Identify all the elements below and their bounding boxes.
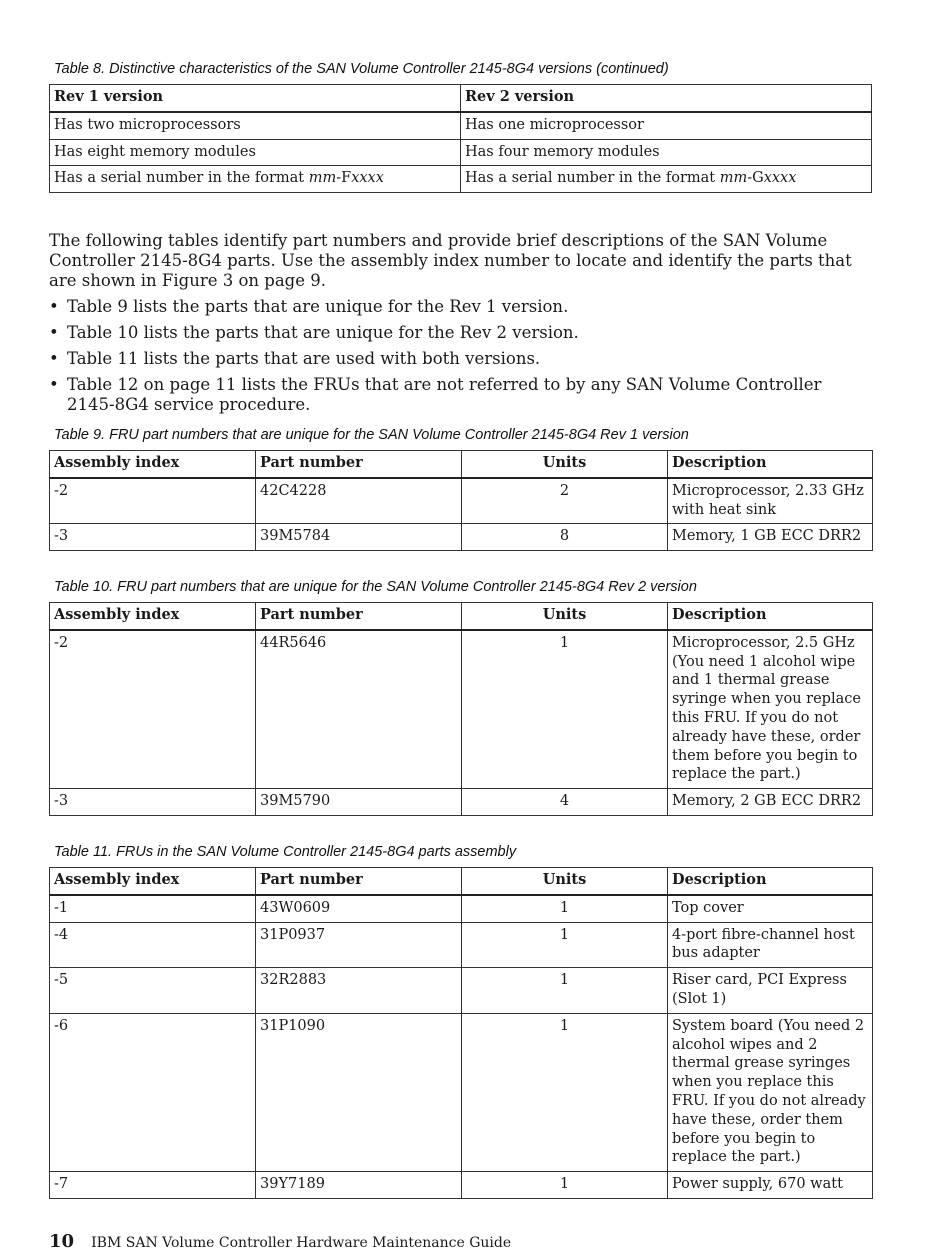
header-description: Description — [668, 603, 873, 630]
table-row — [50, 630, 873, 789]
cell-desc: Memory, 2 GB ECC DRR2 — [668, 789, 873, 816]
table-row — [50, 524, 873, 551]
cell-rev1: Has two microprocessors — [50, 112, 461, 139]
cell-rev1: Has eight memory modules — [50, 139, 461, 166]
serial-italic: mm — [719, 170, 748, 187]
serial-italic: xxxx — [763, 170, 797, 187]
table-row — [50, 1013, 873, 1171]
cell-part: 31P0937 — [256, 922, 462, 968]
serial-prefix: Has a serial number in the format — [54, 170, 309, 187]
list-item — [49, 297, 872, 317]
cell-units: 1 — [462, 968, 668, 1014]
cell-rev2-serial — [461, 166, 872, 193]
header-assembly-index: Assembly index — [50, 451, 256, 478]
table-row — [50, 789, 873, 816]
cell-units: 1 — [462, 922, 668, 968]
table11-caption: Table 11. FRUs in the SAN Volume Controller 2145-8G4 parts assembly — [54, 844, 517, 860]
bullet-list — [49, 297, 872, 415]
bullet-icon: • — [49, 349, 59, 368]
table10-section — [49, 579, 873, 816]
cell-desc: Riser card, PCI Express (Slot 1) — [668, 968, 873, 1014]
serial-italic: mm — [308, 170, 337, 187]
table8-section — [49, 61, 872, 193]
table-header-row — [50, 868, 873, 895]
cell-desc: Top cover — [668, 895, 873, 922]
serial-italic: xxxx — [351, 170, 384, 187]
cell-part: 39M5784 — [256, 524, 462, 551]
intro-paragraph: The following tables identify part numbers and provide brief descriptions of the SAN Volume Controller 2145-8G4 parts. Use the assembly index number to locate and identify the parts that are shown in Figure 3 on page 9. — [49, 231, 852, 290]
cell-part: 43W0609 — [256, 895, 462, 922]
table11-section — [49, 844, 873, 1199]
table9-section — [49, 427, 873, 551]
table8-caption: Table 8. Distinctive characteristics of the SAN Volume Controller 2145-8G4 versions (continued) — [54, 61, 669, 77]
cell-index: -6 — [50, 1013, 256, 1171]
cell-units: 1 — [462, 895, 668, 922]
table-row — [50, 478, 873, 524]
table10-caption: Table 10. FRU part numbers that are unique for the SAN Volume Controller 2145-8G4 Rev 2 version — [54, 579, 697, 595]
serial-mid: -G — [747, 170, 764, 187]
table-row — [50, 968, 873, 1014]
table11 — [49, 867, 873, 1199]
bullet-icon: • — [49, 375, 59, 394]
cell-rev1-serial — [50, 166, 461, 193]
serial-prefix: Has a serial number in the format — [465, 170, 720, 187]
cell-units: 8 — [462, 524, 668, 551]
cell-desc: 4-port fibre-channel host bus adapter — [668, 922, 873, 968]
cell-units: 4 — [462, 789, 668, 816]
table-row — [50, 166, 872, 193]
header-units: Units — [462, 451, 668, 478]
cell-rev2: Has four memory modules — [461, 139, 872, 166]
cell-units: 2 — [462, 478, 668, 524]
header-rev1: Rev 1 version — [50, 85, 461, 112]
bullet-icon: • — [49, 323, 59, 342]
document-title: IBM SAN Volume Controller Hardware Maintenance Guide — [91, 1235, 512, 1251]
serial-mid: -F — [336, 170, 352, 187]
header-description: Description — [668, 868, 873, 895]
cell-part: 31P1090 — [256, 1013, 462, 1171]
cell-index: -2 — [50, 630, 256, 789]
cell-index: -4 — [50, 922, 256, 968]
table9-caption: Table 9. FRU part numbers that are unique for the SAN Volume Controller 2145-8G4 Rev 1 version — [54, 427, 689, 443]
cell-index: -2 — [50, 478, 256, 524]
table9 — [49, 450, 873, 551]
cell-index: -1 — [50, 895, 256, 922]
cell-part: 44R5646 — [256, 630, 462, 789]
intro-section — [49, 231, 872, 415]
cell-index: -7 — [50, 1172, 256, 1199]
table-header-row — [50, 603, 873, 630]
cell-desc: Power supply, 670 watt — [668, 1172, 873, 1199]
cell-desc: System board (You need 2 alcohol wipes and 2 thermal grease syringes when you replace this FRU. If you do not already have these, order them before you begin to replace the part.) — [668, 1013, 873, 1171]
cell-desc: Memory, 1 GB ECC DRR2 — [668, 524, 873, 551]
header-rev2: Rev 2 version — [461, 85, 872, 112]
cell-units: 1 — [462, 630, 668, 789]
bullet-text: Table 11 lists the parts that are used with both versions. — [67, 349, 541, 368]
table8 — [49, 84, 872, 193]
header-assembly-index: Assembly index — [50, 603, 256, 630]
header-part-number: Part number — [256, 603, 462, 630]
header-assembly-index: Assembly index — [50, 868, 256, 895]
page-footer — [49, 1231, 511, 1252]
table-row — [50, 139, 872, 166]
cell-index: -3 — [50, 524, 256, 551]
header-units: Units — [462, 603, 668, 630]
cell-units: 1 — [462, 1013, 668, 1171]
cell-desc: Microprocessor, 2.33 GHz with heat sink — [668, 478, 873, 524]
cell-desc: Microprocessor, 2.5 GHz (You need 1 alcohol wipe and 1 thermal grease syringe when you replace this FRU. If you do not already have these, order them before you begin to replace the part.) — [668, 630, 873, 789]
cell-units: 1 — [462, 1172, 668, 1199]
header-units: Units — [462, 868, 668, 895]
table-header-row — [50, 85, 872, 112]
list-item — [49, 375, 872, 415]
table-header-row — [50, 451, 873, 478]
bullet-text: Table 10 lists the parts that are unique for the Rev 2 version. — [67, 323, 579, 342]
cell-index: -5 — [50, 968, 256, 1014]
cell-index: -3 — [50, 789, 256, 816]
page-number: 10 — [49, 1231, 75, 1252]
header-part-number: Part number — [256, 868, 462, 895]
table10 — [49, 602, 873, 816]
table-row — [50, 1172, 873, 1199]
cell-part: 39Y7189 — [256, 1172, 462, 1199]
header-part-number: Part number — [256, 451, 462, 478]
cell-part: 42C4228 — [256, 478, 462, 524]
cell-part: 39M5790 — [256, 789, 462, 816]
table-row — [50, 922, 873, 968]
bullet-text: Table 12 on page 11 lists the FRUs that are not referred to by any SAN Volume Controller 2145-8G4 service procedure. — [67, 375, 822, 414]
bullet-text: Table 9 lists the parts that are unique for the Rev 1 version. — [67, 297, 569, 316]
header-description: Description — [668, 451, 873, 478]
cell-rev2: Has one microprocessor — [461, 112, 872, 139]
table-row — [50, 895, 873, 922]
table-row — [50, 112, 872, 139]
list-item — [49, 349, 872, 369]
list-item — [49, 323, 872, 343]
bullet-icon: • — [49, 297, 59, 316]
cell-part: 32R2883 — [256, 968, 462, 1014]
